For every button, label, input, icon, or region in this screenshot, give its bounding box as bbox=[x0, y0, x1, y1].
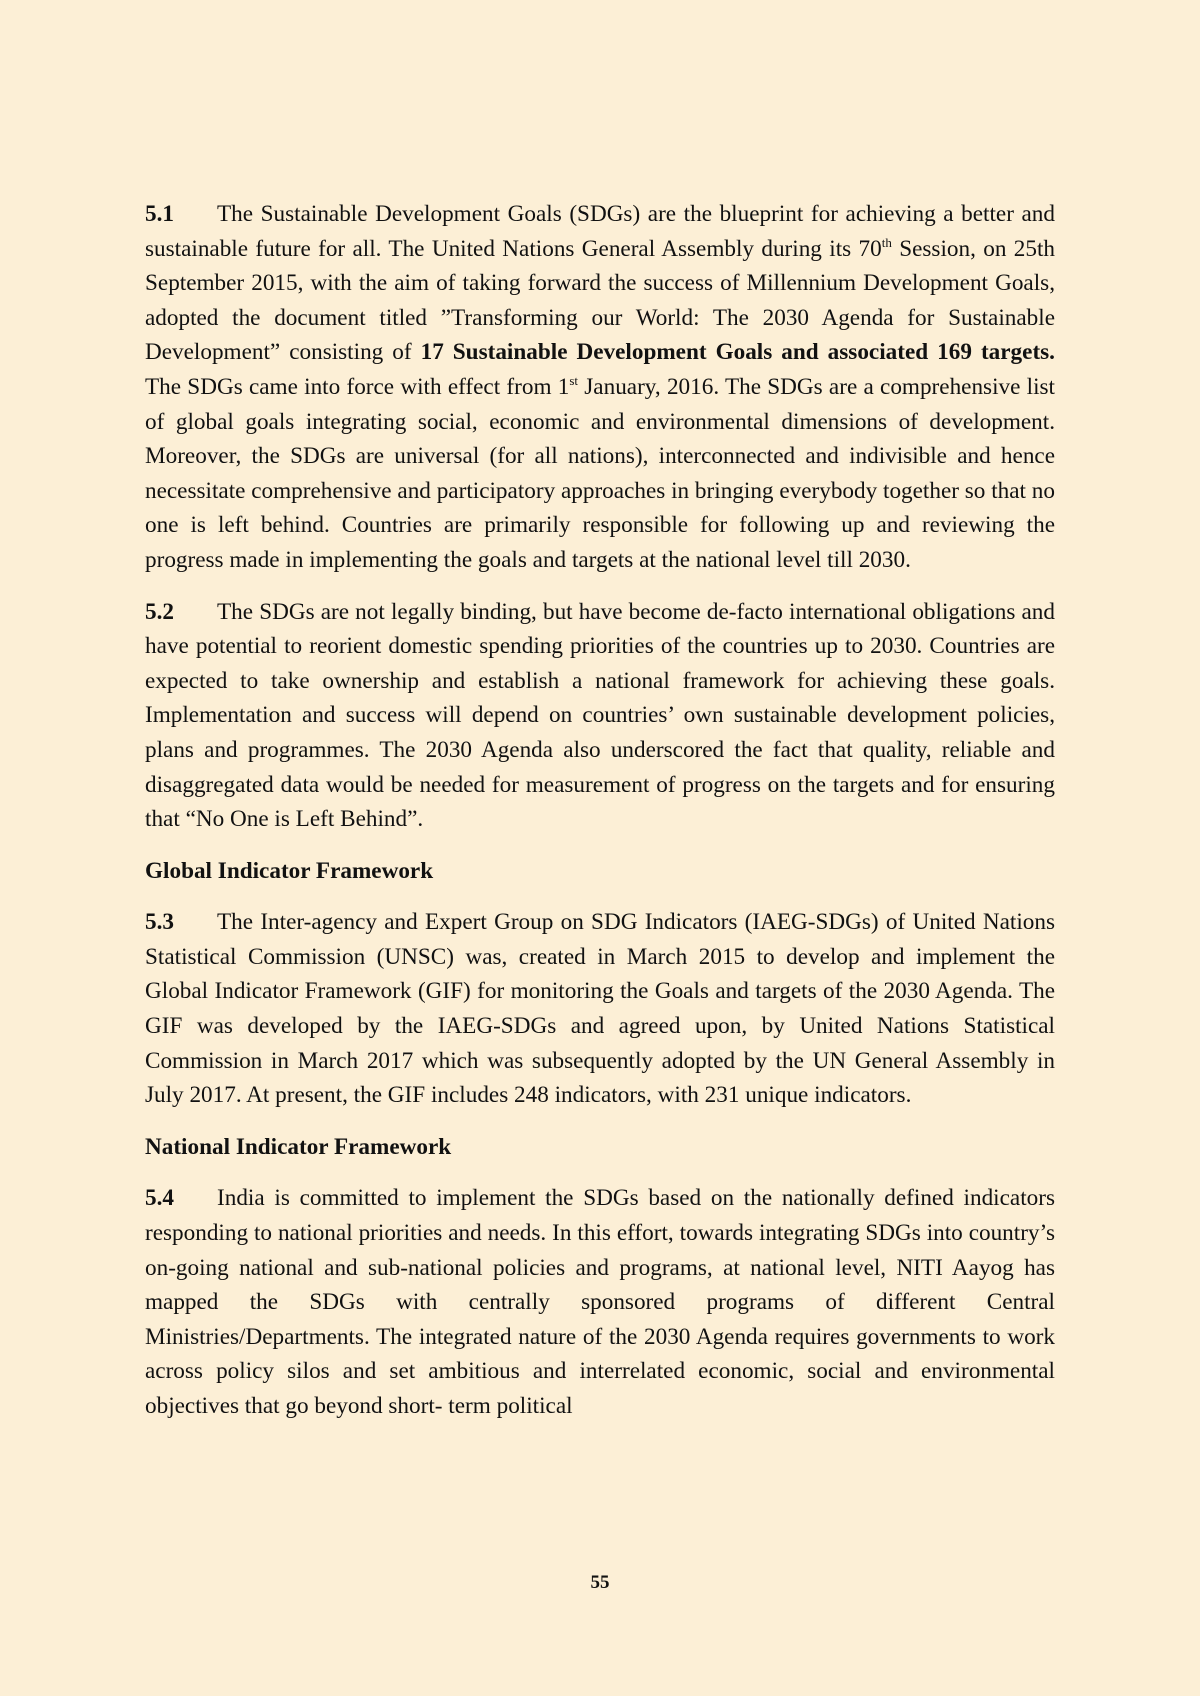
page-body bbox=[145, 197, 1055, 1441]
paragraph-text: The Sustainable Development Goals (SDGs) are the blueprint for achieving a better and sustainable future for all. The United Nations General Assembly during its 70 bbox=[145, 201, 1055, 262]
paragraph-text: The SDGs came into force with effect from 1 bbox=[145, 373, 570, 400]
paragraph-5-3 bbox=[145, 905, 1055, 1113]
paragraph-number: 5.2 bbox=[145, 598, 174, 625]
bold-text: 17 Sustainable Development Goals and associated 169 targets. bbox=[420, 339, 1055, 366]
paragraph-text: January, 2016. The SDGs are a comprehensive list of global goals integrating social, economic and environmental dimensions of development. Moreover, the SDGs are universal (for all nations), interconnected and indivisible and hence necessitate comprehensive and participatory approaches in bringing everybody together so that no one is left behind. Countries are primarily responsible for following up and reviewing the progress made in implementing the goals and targets at the national level till 2030. bbox=[145, 373, 1056, 573]
paragraph-5-4 bbox=[145, 1181, 1055, 1423]
superscript: th bbox=[881, 234, 892, 250]
paragraph-text: The Inter-agency and Expert Group on SDG Indicators (IAEG-SDGs) of United Nations Statistical Commission (UNSC) was, created in March 2015 to develop and implement the Global Indicator Framework (GIF) for monitoring the Goals and targets of the 2030 Agenda. The GIF was developed by the IAEG-SDGs and agreed upon, by United Nations Statistical Commission in March 2017 which was subsequently adopted by the UN General Assembly in July 2017. At present, the GIF includes 248 indicators, with 231 unique indicators. bbox=[145, 909, 1055, 1109]
paragraph-5-1 bbox=[145, 197, 1055, 578]
page-number: 55 bbox=[590, 1572, 610, 1593]
paragraph-number: 5.1 bbox=[145, 201, 174, 227]
superscript: st bbox=[569, 372, 579, 388]
paragraph-text: Session, on 25th September 2015, with the aim of taking forward the success of Millennium Development Goals, adopted the document titled ”Transforming our World: The 2030 Agenda for Sustainable Development” consisting of bbox=[145, 235, 1055, 366]
paragraph-text: The SDGs are not legally binding, but have become de-facto international obligations and have potential to reorient domestic spending priorities of the countries up to 2030. Countries are expected to take ownership and establish a national framework for achieving these goals. Implementation and success will depend on countries’ own sustainable development policies, plans and programmes. The 2030 Agenda also underscored the fact that quality, reliable and disaggregated data would be needed for measurement of progress on the targets and for ensuring that “No One is Left Behind”. bbox=[145, 598, 1055, 833]
section-heading-national-indicator-framework: National Indicator Framework bbox=[145, 1133, 452, 1160]
paragraph-text: India is committed to implement the SDGs based on the nationally defined indicators responding to national priorities and needs. In this effort, towards integrating SDGs into country’s on-going national and sub-national policies and programs, at national level, NITI Aayog has mapped the SDGs with centrally sponsored programs of different Central Ministries/Departments. The integrated nature of the 2030 Agenda requires governments to work across policy silos and set ambitious and interrelated economic, social and environmental objectives that go beyond short- term political bbox=[145, 1185, 1055, 1419]
paragraph-number: 5.3 bbox=[145, 909, 174, 936]
paragraph-number: 5.4 bbox=[145, 1185, 174, 1212]
section-heading-global-indicator-framework: Global Indicator Framework bbox=[145, 857, 434, 884]
paragraph-5-2 bbox=[145, 595, 1055, 837]
